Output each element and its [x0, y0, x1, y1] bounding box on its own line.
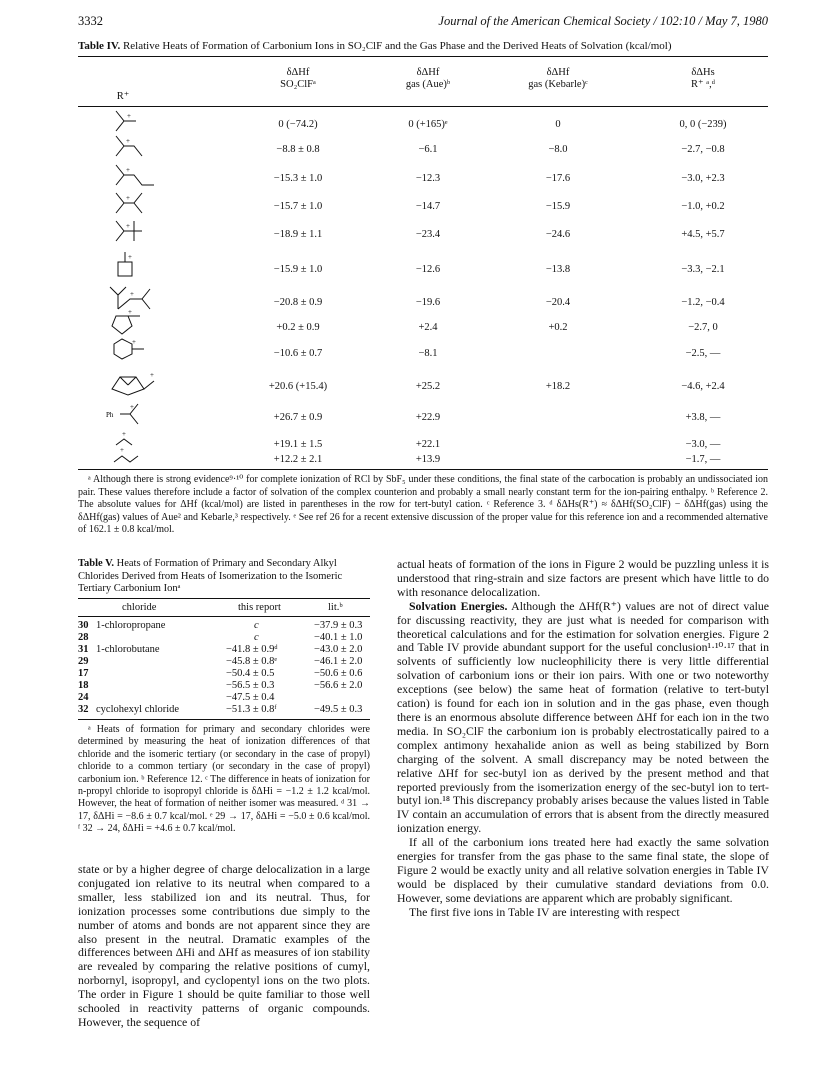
journal-citation: Journal of the American Chemical Society / 102:10 / May 7, 1980 — [438, 14, 768, 28]
table4-header-aue: δΔHf gas (Aue)ᵇ — [405, 67, 451, 90]
table4-footnote: ᵃ Although there is strong evidence⁹·¹⁰ for complete ionization of RCl by SbF₅ under these conditions, the final state of the carbocation is probably an undissociated ion pair. These values therefore include a factor of solvation of the complex counterion and probably a small nearly constant term for the ion-pairing enthalpy. ᵇ Reference 2. The absolute values for ΔHf (kcal/mol) are listed in parentheses in the row for tert-butyl cation. ᶜ Reference 3. ᵈ δΔHs(R⁺) ≈ δΔHf(SO₂ClF) − δΔHf(gas) using the δΔHf(gas) values of Aue² and Kebarle,³ respectively. ᵉ See ref 26 for a recent extensive discussion of the proper value for this reference ion and a recommended alternative of 162.1 ± 0.8 kcal/mol. — [78, 474, 768, 535]
table4-top-rule — [78, 56, 768, 57]
svg-text:+: + — [130, 290, 134, 298]
svg-text:+: + — [130, 403, 134, 411]
paragraph: actual heats of formation of the ions in Figure 2 would be puzzling unless it is understood that ring-strain and size factors are present which have little to do with resonance delocalization. — [397, 557, 769, 599]
structure-tert-amyl-icon — [106, 132, 170, 162]
svg-text:+: + — [128, 253, 132, 261]
table4-header-so2clf: δΔHf SO₂ClFᵃ — [280, 67, 316, 90]
svg-text:+: + — [127, 112, 131, 120]
svg-text:+: + — [150, 371, 154, 379]
table4-header-kebarle: δΔHf gas (Kebarle)ᶜ — [528, 67, 588, 90]
table4-header-rule — [78, 106, 768, 107]
table4-header — [78, 67, 768, 117]
structure-hexyl-cation-icon — [106, 161, 170, 191]
structure-sec-butyl-icon — [106, 442, 170, 472]
table4-caption-text: Relative Heats of Formation of Carbonium Ions in SO₂ClF and the Gas Phase and the Derived Heats of Solvation (kcal/mol) — [122, 40, 672, 52]
svg-text:+: + — [122, 430, 126, 438]
page-number: 3332 — [78, 14, 103, 28]
table5-caption-text: Heats of Formation of Primary and Secondary Alkyl Chlorides Derived from Heats of Isomerization to the Isomeric Tertiary Carbonium Ionᵃ — [78, 558, 343, 594]
table5-header-rule — [78, 616, 370, 617]
svg-text:+: + — [126, 194, 130, 202]
table5-bottom-rule — [78, 719, 370, 720]
structure-methylcyclobutyl-icon — [106, 252, 170, 282]
table4-bottom-rule — [78, 469, 768, 470]
table4-label: Table IV. — [78, 40, 121, 52]
left-column-body: state or by a higher degree of charge delocalization in a large conjugated ion relative to its neutral when compared to a smaller, less stabilized ion and its neutral. Thus, for ionization processes some contributions due simply to the number of atoms and bonds are not apparent since they are also present in the neutral. Dramatic examples of the differences between ΔHi and ΔHf as measures of ion stability are revealed by comparing the relative positions of cumyl, norbornyl, isopropyl, and cyclopentyl ions on the two plots. The order in Figure 1 should be quite familiar to those well schooled in reactivity patterns of organic compounds. However, the sequence of — [78, 862, 370, 1029]
paragraph: The first five ions in Table IV are interesting with respect — [409, 904, 680, 919]
svg-text:+: + — [132, 338, 136, 346]
section-heading: Solvation Energies. — [409, 598, 508, 613]
running-header — [78, 14, 768, 30]
table5-footnote: ᵃ Heats of formation for primary and secondary chlorides were determined by measuring the heat of ionization differences of that chloride and the isomeric tertiary (or secondary in the case of propyl) chloride to a common tertiary (or secondary in the case of propyl) carbonium ion. ᵇ Reference 12. ᶜ The difference in heats of ionization for n-propyl chloride to isopropyl chloride is δΔHi = −1.2 ± 1.2 kcal/mol. However, the heat of formation of neither isomer was measured. ᵈ 31 → 17, δΔHi = −8.6 ± 0.7 kcal/mol. ᵉ 29 → 17, δΔHi = −5.0 ± 0.6 kcal/mol. ᶠ 32 → 24, δΔHi = +4.6 ± 0.7 kcal/mol. — [78, 724, 370, 835]
table5-header-lit: lit.ᵇ — [328, 602, 343, 613]
structure-trimethyl-tert-butyl-icon — [106, 217, 170, 247]
structure-methylnorbornyl-icon — [106, 369, 170, 399]
structure-methylcyclohexyl-icon — [106, 336, 170, 366]
table4-header-solvation: δΔHs R⁺ ᵃ,ᵈ — [691, 67, 715, 90]
svg-text:+: + — [120, 446, 124, 454]
svg-text:Ph: Ph — [106, 411, 114, 419]
right-column-body — [397, 558, 769, 920]
table5-header-chloride: chloride — [122, 602, 157, 613]
paragraph: If all of the carbonium ions treated here had exactly the same solvation energies for transfer from the gas phase to the same final state, the slope of Figure 2 would be exactly unity and all relative solvation energies in Table IV would be displaced by their cumulative standard deviations from 0.0. However, some deviations are apparent which are probably significant. — [397, 835, 769, 905]
svg-text:+: + — [126, 166, 130, 174]
table4-caption — [78, 40, 778, 52]
structure-dimethylisopropyl-icon — [106, 189, 170, 219]
table5-label: Table V. — [78, 558, 114, 569]
svg-text:+: + — [126, 222, 130, 230]
svg-text:+: + — [128, 310, 132, 316]
structure-cumyl-icon — [106, 400, 170, 430]
table4-header-r: R⁺ — [116, 91, 130, 102]
table5-header-report: this report — [238, 602, 281, 613]
svg-text:+: + — [126, 137, 130, 145]
paragraph-solvation: Solvation Energies. Although the ΔHf(R⁺) values are not of direct value for discussing reactivity, they are just what is needed for comparison with theoretical calculations and for the estimation for solvation energies. Figure 2 and Table IV provide abundant support for the useful conclusion¹·¹⁰·¹⁷ that in solvents of sufficiently low nucleophilicity there is very little differential solvation of carbonium ions or their ion pairs. With one or two noteworthy exceptions (see below) the same heat of formation (relative to tert-butyl cation) is found for each ion in solution and in the gas phase, even though there is an enormous absolute difference between ΔHf for each ion in the two media. In SO₂ClF the carbonium ion is probably electrostatically paired to a complex antimony hexahalide anion as well as being stabilized by Born charging of the solvent. A small discrepancy may be noted between the relative ΔHf for sec-butyl ion as derived by the present method and that reported previously from the isomerization energy of the sec-butyl ion to tert-butyl ion.¹⁸ This discrepancy probably arises because the values listed in Table IV contain an accumulation of errors that is absent from the directly measured ionization energy. — [397, 598, 769, 836]
table5-caption — [78, 558, 370, 596]
table5-top-rule — [78, 598, 370, 599]
